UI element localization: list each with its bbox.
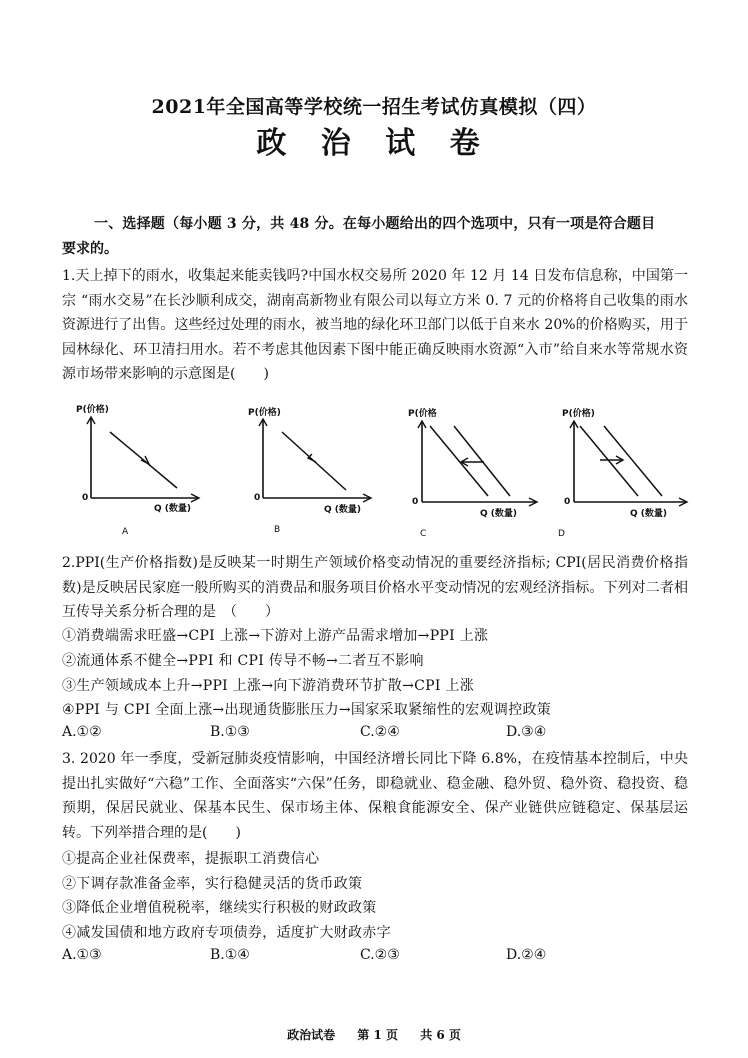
graph-c <box>404 404 544 548</box>
graph-d-p-label: P(价格) <box>562 409 595 419</box>
question-3-item-3: ③降低企业增值税税率，继续实行积极的财政政策 <box>62 900 377 916</box>
graph-b-p-label: P(价格) <box>248 408 281 418</box>
graph-c-letter: C <box>420 529 427 539</box>
question-1-stem: 1.天上掉下的雨水，收集起来能卖钱吗?中国水权交易所 2020 年 12 月 14 日发布信息称，中国第一宗 “雨水交易”在长沙顺利成交，湖南高新物业有限公司以每立方米 0. 7 元的价格将自己收集的雨水资源进行了出售。这些经过处理的雨水，被当地的绿化环卫部门以低于自来水 20%的价格购买，用于园林绿化、环卫清扫用水。若不考虑其他因素下图中能正确反映雨水资源“入市”给自来水等常规水资源市场带来影响的示意图是( ) <box>62 268 688 382</box>
question-2-item-1: ①消费端需求旺盛→CPI 上涨→下游对上游产品需求增加→PPI 上涨 <box>62 628 489 644</box>
footer-page-number: 第 1 页 <box>357 1028 398 1042</box>
graph-d-origin: 0 <box>564 497 571 507</box>
question-3-options <box>62 947 692 967</box>
question-2-option-b[interactable]: B.①③ <box>210 724 250 740</box>
graph-a-letter: A <box>122 527 129 537</box>
question-2-item-2: ②流通体系不健全→PPI 和 CPI 传导不畅→二者互不影响 <box>62 653 424 669</box>
graph-c-curve-1 <box>430 426 488 496</box>
graph-b-origin: 0 <box>254 493 261 503</box>
exam-title: 2021年全国高等学校统一招生考试仿真模拟（四） <box>151 96 597 118</box>
question-2-option-c[interactable]: C.②④ <box>360 724 400 740</box>
graph-d-letter: D <box>558 529 565 539</box>
question-3-option-d[interactable]: D.②④ <box>506 947 547 963</box>
question-2-item-3: ③生产领域成本上升→PPI 上涨→向下游消费环节扩散→CPI 上涨 <box>62 678 475 694</box>
question-2-item-4: ④PPI 与 CPI 全面上涨→出现通货膨胀压力→国家采取紧缩性的宏观调控政策 <box>62 702 552 718</box>
graph-b-movement-arrow <box>308 454 316 462</box>
graph-a-demand-curve <box>110 432 177 488</box>
question-3-option-a[interactable]: A.①③ <box>62 947 102 963</box>
graph-a-origin: 0 <box>82 493 89 503</box>
question-3-stem: 3. 2020 年一季度，受新冠肺炎疫情影响，中国经济增长同比下降 6.8%，在疫情基本控制后，中央提出扎实做好“六稳”工作、全面落实“六保”任务，即稳就业、稳金融、稳外贸、稳外资、稳投资、稳预期，保居民就业、保基本民生、保市场主体、保粮食能源安全、保产业链供应链稳定、保基层运转。下列举措合理的是( ) <box>62 751 688 841</box>
section-heading <box>62 212 692 262</box>
question-3-item-4: ④减发国债和地方政府专项债券，适度扩大财政赤字 <box>62 925 391 941</box>
graph-b-letter: B <box>274 525 281 535</box>
question-3-item-2: ②下调存款准备金率，实行稳健灵活的货币政策 <box>62 876 363 892</box>
graph-c-origin: 0 <box>412 497 419 507</box>
graph-d <box>558 404 698 548</box>
question-2-option-a[interactable]: A.①② <box>62 724 102 740</box>
subject-title: 政 治 试 卷 <box>256 126 492 161</box>
footer-subject: 政治试卷 <box>287 1028 336 1042</box>
question-3-option-c[interactable]: C.②③ <box>360 947 400 963</box>
question-3-item-1: ①提高企业社保费率，提振职工消费信心 <box>62 851 320 867</box>
section-heading-line2: 要求的。 <box>62 241 118 257</box>
question-2-option-d[interactable]: D.③④ <box>506 724 547 740</box>
graph-d-q-label: Q (数量) <box>630 509 668 519</box>
question-2-stem: 2.PPI(生产价格指数)是反映某一时期生产领域价格变动情况的重要经济指标; CPI(居民消费价格指数)是反映居民家庭一般所购买的消费品和服务项目价格水平变动情况的宏观经济指标。下列对二者相互传导关系分析合理的是 （ ） <box>62 555 688 620</box>
graph-c-q-label: Q (数量) <box>480 509 518 519</box>
graph-a <box>74 400 214 544</box>
graph-b <box>246 400 386 544</box>
graph-d-curve-1 <box>580 426 638 496</box>
graph-c-p-label: P(价格 <box>408 409 437 419</box>
graph-a-movement-arrow <box>141 456 149 464</box>
page-footer <box>0 1026 748 1043</box>
graph-d-curve-2 <box>604 426 662 496</box>
graph-a-q-label: Q (数量) <box>154 504 192 514</box>
footer-total-pages: 共 6 页 <box>420 1028 461 1042</box>
section-heading-line1: 一、选择题（每小题 3 分，共 48 分。在每小题给出的四个选项中，只有一项是符合题目 <box>94 216 656 232</box>
graph-b-q-label: Q (数量) <box>324 505 362 515</box>
question-3-option-b[interactable]: B.①④ <box>210 947 250 963</box>
question-2-options <box>62 724 692 744</box>
graph-a-p-label: P(价格) <box>76 405 109 415</box>
